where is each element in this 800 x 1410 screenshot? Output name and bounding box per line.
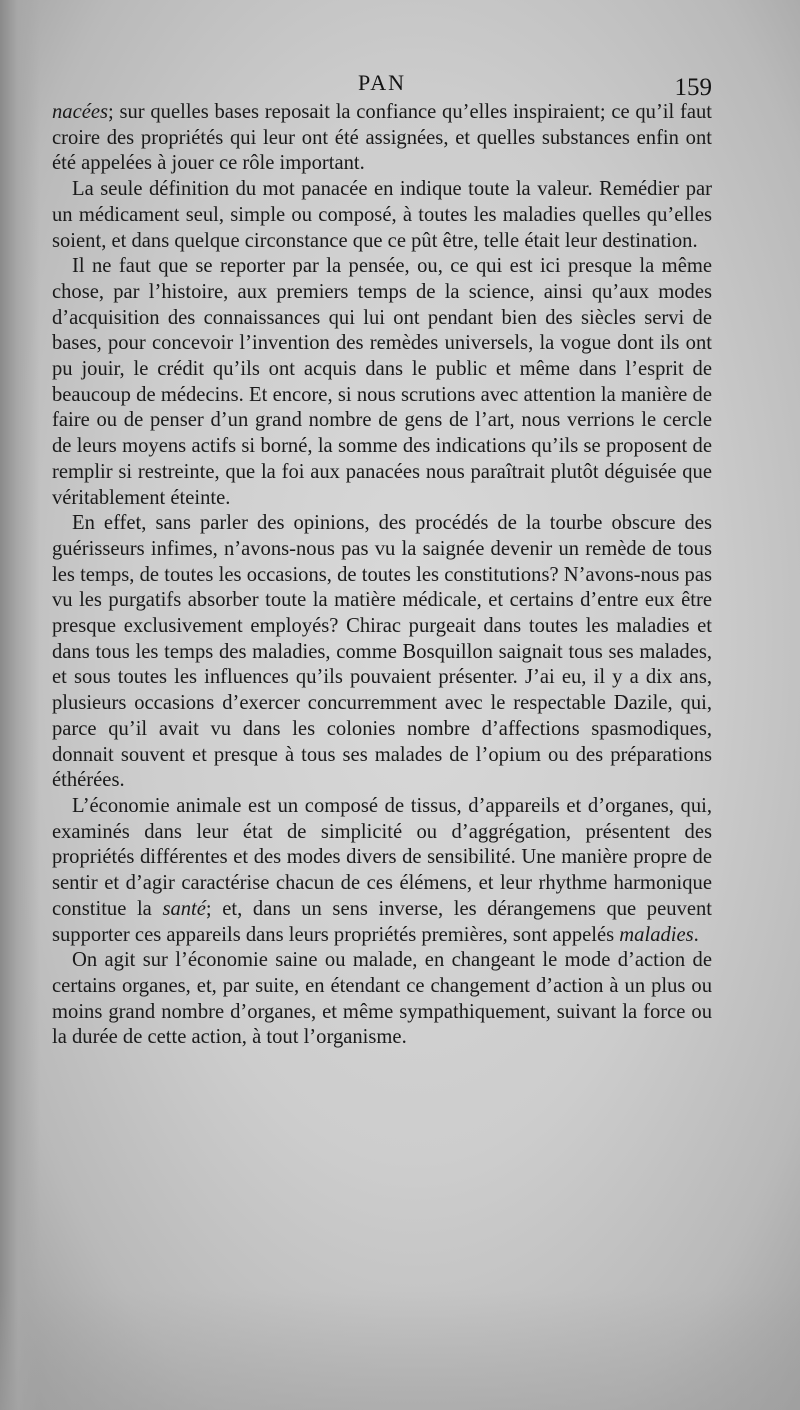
paragraph bbox=[52, 254, 712, 511]
italic-text: maladies bbox=[619, 923, 694, 946]
paragraph bbox=[52, 177, 712, 254]
text-run: Il ne faut que se reporter par la pensée, ou, ce qui est ici presque la même chose, par l’histoire, aux premiers temps de la science, ainsi qu’aux modes d’acquisition des connaissances qui lui ont pendant bien des siècles servi de bases, pour concevoir l’invention des remèdes universels, la vogue dont ils ont pu jouir, le crédit qu’ils ont acquis dans le public et même dans l’esprit de beaucoup de médecins. Et encore, si nous scrutions avec attention la manière de faire ou de penser d’un grand nombre de gens de l’art, nous verrions le cercle de leurs moyens actifs si borné, la somme des indications qu’ils se proposent de remplir si restreinte, que la foi aux panacées nous paraîtrait plutôt déguisée que véritablement éteinte. bbox=[52, 255, 712, 509]
paragraph bbox=[52, 948, 712, 1051]
page-bottom-shading bbox=[0, 1290, 800, 1410]
italic-text: nacées bbox=[52, 101, 109, 123]
body-text bbox=[52, 100, 712, 1051]
text-run: On agit sur l’économie saine ou malade, en changeant le mode d’action de certains organes, et, par suite, en étendant ce changement d’action à un plus ou moins grand nombre d’organes, et même sympathiquement, suivant la force ou la durée de cette action, à tout l’organisme. bbox=[52, 949, 712, 1049]
text-run: La seule définition du mot panacée en indique toute la valeur. Remédier par un médicament seul, simple ou composé, à toutes les maladies quelles qu’elles soient, et dans quelque circonstance que ce pût être, telle était leur destination. bbox=[52, 178, 712, 252]
italic-text: santé bbox=[162, 897, 206, 920]
running-title: PAN bbox=[358, 70, 406, 95]
paragraph bbox=[52, 794, 712, 948]
text-run: L’économie animale est un composé de tissus, d’appareils et d’organes, qui, examinés dans leur état de simplicité ou d’aggrégation, présentent des propriétés différentes et des modes divers de sensibilité. Une manière propre de sentir et d’agir caractérise chacun de ces élémens, et leur rhythme harmonique constitue la bbox=[52, 794, 712, 920]
text-run: ; et, dans un sens inverse, les dérangemens que peuvent supporter ces appareils dans leurs propriétés premières, sont appelés bbox=[52, 897, 712, 946]
text-run: . bbox=[693, 923, 699, 946]
paragraph bbox=[52, 100, 712, 177]
page-spine-shadow bbox=[0, 0, 40, 1410]
page-number: 159 bbox=[674, 74, 712, 101]
text-run: En effet, sans parler des opinions, des procédés de la tourbe obscure des guérisseurs infimes, n’avons-nous pas vu la saignée devenir un remède de tous les temps, de toutes les occasions, de toutes les constitutions? N’avons-nous pas vu les purgatifs absorber toute la matière médicale, et certains d’entre eux être presque exclusivement employés? Chirac purgeait dans toutes les maladies et dans tous les temps des maladies, comme Bosquillon saignait tous ses malades, et sous toutes les influences qu’ils pouvaient présenter. J’ai eu, il y a dix ans, plusieurs occasions d’exercer concurremment avec le respectable Dazile, qui, parce qu’il avait vu dans les colonies nombre d’affections spasmodiques, donnait souvent et presque à tous ses malades de l’opium ou des préparations éthérées. bbox=[52, 512, 712, 792]
text-run: ; sur quelles bases reposait la confiance qu’elles inspiraient; ce qu’il faut croire des propriétés qui leur ont été assignées, et quelles substances enfin ont été appelées à jouer ce rôle important. bbox=[52, 101, 712, 175]
paragraph bbox=[52, 511, 712, 794]
